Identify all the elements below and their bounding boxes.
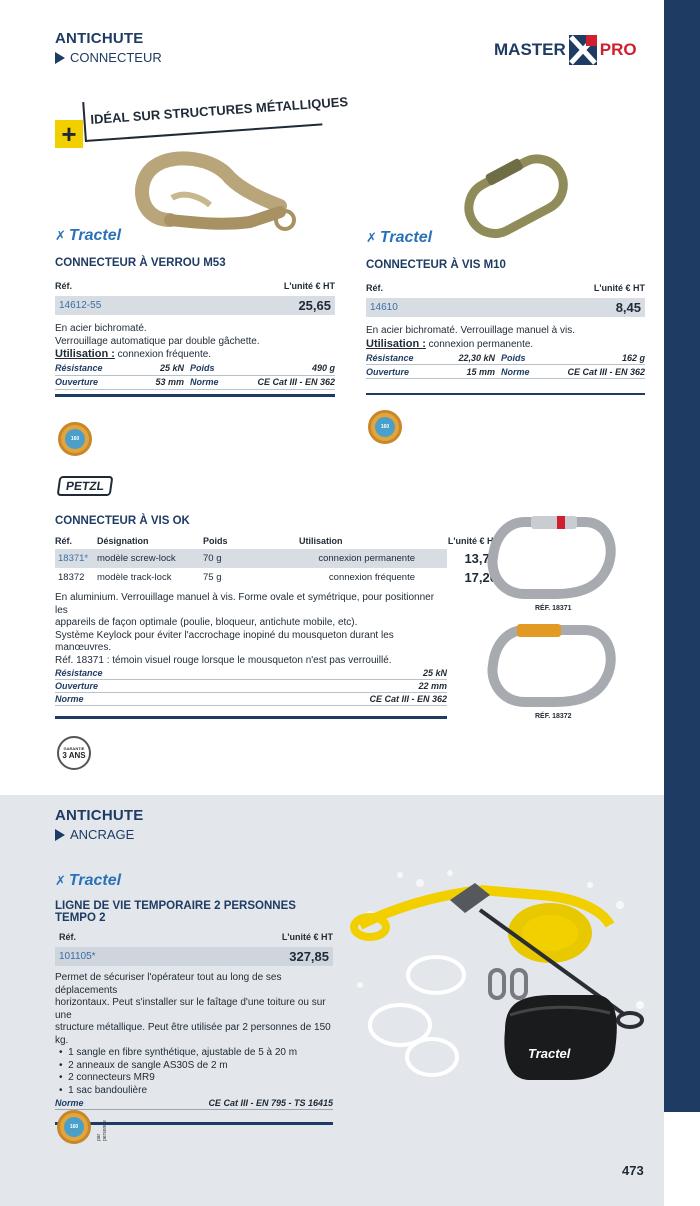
petzl-logo: PETZL: [57, 476, 114, 496]
description: [366, 325, 645, 351]
price-header: [55, 932, 333, 942]
price-row: [366, 298, 645, 317]
separator-bar: [366, 393, 645, 395]
bullet-text: 1 sac bandoulière: [68, 1084, 148, 1096]
triangle-icon: [55, 829, 65, 841]
desc-line: En acier bichromaté.: [55, 323, 147, 334]
price-value: 13,70: [464, 551, 497, 566]
price-row: [55, 296, 335, 315]
product-m53: [55, 227, 335, 397]
desc-line: Permet de sécuriser l'opérateur tout au long de ses déplacements: [55, 972, 282, 996]
col-header: Désignation: [97, 536, 149, 546]
spec-value: CE Cat III - EN 362: [567, 366, 645, 377]
spec-label: Résistance: [55, 363, 103, 373]
col-header: L'unité € HT: [447, 536, 499, 546]
table-row: [55, 549, 497, 568]
ref-header: Réf.: [59, 932, 77, 942]
bullet-text: 2 anneaux de sangle AS30S de 2 m: [68, 1059, 228, 1071]
tractel-logo: [366, 229, 645, 247]
spec-value: 15 mm: [466, 366, 495, 377]
subcategory: [55, 827, 143, 842]
product-tempo2: [55, 872, 333, 1125]
utilisation: connexion permanente: [318, 553, 415, 564]
spec-value: CE Cat III - EN 362: [369, 694, 447, 704]
spec-label: Norme: [55, 694, 84, 704]
tractel-brand-text: Tractel: [379, 229, 433, 246]
carabiner-18371-image: [485, 512, 625, 602]
page-number: 473: [622, 1163, 644, 1178]
bullet-item: • 2 anneaux de sangle AS30S de 2 m: [59, 1059, 228, 1071]
category-title: ANTICHUTE: [55, 30, 144, 47]
ref-code: 101105*: [59, 951, 96, 962]
spec-label: Poids: [190, 363, 215, 373]
banner-text: IDÉAL SUR STRUCTURES MÉTALLIQUES: [89, 94, 349, 127]
subcategory-label: CONNECTEUR: [70, 50, 162, 65]
desc-line: Réf. 18371 : témoin visuel rouge lorsque le mousqueton n'est pas verrouillé.: [55, 654, 392, 666]
spec-row: [55, 693, 447, 706]
section-heading: [55, 807, 143, 842]
description: [55, 323, 335, 362]
lifeline-kit-image: [340, 855, 660, 1105]
use-text: connexion permanente.: [425, 338, 534, 350]
tractel-brand-text: Tractel: [68, 227, 122, 244]
bullet-text: 2 connecteurs MR9: [68, 1072, 155, 1083]
logo-pro: PRO: [599, 40, 637, 59]
spec-value: 22,30 kN: [458, 352, 495, 363]
price-value: 8,45: [615, 300, 641, 315]
spec-value: 53 mm: [155, 377, 184, 387]
spec-label: Poids: [501, 352, 526, 363]
warranty-badge: [57, 736, 91, 770]
section-heading: [55, 30, 162, 65]
price-header-label: L'unité € HT: [283, 281, 335, 291]
spec-label: Norme: [190, 377, 219, 387]
ref-code: 14610: [370, 302, 398, 313]
table-header: [55, 533, 499, 549]
description: [55, 592, 447, 667]
feature-banner: [55, 94, 349, 158]
plus-icon: +: [55, 120, 83, 148]
spec-value: CE Cat III - EN 362: [257, 377, 335, 387]
bullet-item: • 2 connecteurs MR9: [59, 1072, 155, 1083]
desc-line: appareils de façon optimale (poulie, bloqueur, antichute mobile, etc).: [55, 617, 358, 628]
spec-label: Ouverture: [55, 377, 99, 387]
spec-value: 162 g: [621, 352, 645, 363]
tractel-logo: [55, 872, 333, 890]
use-text: connexion fréquente.: [114, 349, 212, 360]
subcategory-label: ANCRAGE: [70, 827, 135, 842]
spec-value: 22 mm: [418, 681, 447, 691]
product-title: LIGNE DE VIE TEMPORAIRE 2 PERSONNES TEMPO 2: [55, 900, 296, 924]
bullet-item: • 1 sangle en fibre synthétique, ajustable de 5 à 20 m: [59, 1047, 298, 1058]
spec-row: [55, 376, 335, 390]
price-header: [366, 283, 645, 293]
category-title: ANTICHUTE: [55, 807, 144, 824]
desc-line: horizontaux. Peut s'installer sur le faîtage d'une toiture ou sur une: [55, 997, 326, 1021]
spec-value: CE Cat III - EN 795 - TS 16415: [208, 1098, 333, 1108]
spec-row: [366, 351, 645, 365]
price-value: 327,85: [289, 949, 329, 964]
designation: modèle screw-lock: [97, 553, 176, 564]
tractel-mark-icon: ✗: [55, 873, 66, 888]
warranty-main: 3 ANS: [62, 751, 86, 760]
spec-label: Ouverture: [366, 366, 410, 377]
use-label: Utilisation :: [55, 348, 115, 360]
spec-row: [55, 1097, 333, 1110]
image-caption: RÉF. 18371: [535, 605, 572, 612]
price-header: [55, 281, 335, 291]
spec-label: Norme: [55, 1098, 84, 1108]
bullet-item: • 1 sac bandoulière: [59, 1084, 148, 1096]
ref-code: 18372: [58, 572, 85, 583]
product-m10: [366, 229, 645, 395]
designation: modèle track-lock: [97, 572, 172, 583]
spec-row: [55, 667, 447, 680]
spec-value: 25 kN: [159, 363, 184, 373]
poids: 75 g: [203, 572, 222, 583]
tractel-logo: [55, 227, 335, 245]
spec-row: [366, 365, 645, 379]
logo-cross-icon: [569, 35, 597, 65]
spec-label: Résistance: [366, 352, 414, 363]
carabiner-18372-image: [485, 620, 625, 710]
price-header-label: L'unité € HT: [281, 932, 333, 942]
bullet-text: 1 sangle en fibre synthétique, ajustable de 5 à 20 m: [68, 1047, 298, 1058]
separator-bar: [55, 716, 447, 719]
logo-master: MASTER: [494, 40, 566, 59]
side-color-strip: [664, 0, 700, 1112]
spec-label: Norme: [501, 366, 530, 377]
product-ok: [55, 515, 499, 719]
image-caption: RÉF. 18372: [535, 713, 572, 720]
spec-value: 25 kN: [422, 668, 447, 678]
masterpro-logo: [494, 35, 637, 65]
ref-code: 18371*: [58, 553, 89, 564]
spec-row: [55, 680, 447, 693]
spec-label: Ouverture: [55, 681, 99, 691]
badge-icon: 160: [368, 410, 402, 444]
poids: 70 g: [203, 553, 222, 564]
col-header: Poids: [203, 536, 228, 546]
desc-line: En aluminium. Verrouillage manuel à vis. Forme ovale et symétrique, pour positionner les: [55, 592, 435, 616]
spec-value: 490 g: [311, 363, 335, 373]
desc-line: structure métallique. Peut être utilisée par 2 personnes de 150 kg.: [55, 1022, 331, 1046]
col-header: Réf.: [55, 536, 73, 546]
description: [55, 972, 333, 1097]
desc-line: En acier bichromaté. Verrouillage manuel à vis.: [366, 325, 575, 336]
bag-brand-text: Tractel: [528, 1046, 571, 1061]
price-header-label: L'unité € HT: [593, 283, 645, 293]
product-title: CONNECTEUR À VERROU M53: [55, 257, 226, 269]
warranty-top: GARANTIE: [63, 746, 85, 751]
tractel-mark-icon: ✗: [55, 228, 66, 243]
price-row: [55, 947, 333, 966]
badge-icon: 160: [58, 422, 92, 456]
spec-label: Résistance: [55, 668, 103, 678]
subcategory: [55, 50, 162, 65]
utilisation: connexion fréquente: [328, 572, 415, 583]
triangle-icon: [55, 52, 65, 64]
product-title: CONNECTEUR À VIS M10: [366, 259, 506, 271]
price-value: 17,20: [464, 570, 497, 585]
tractel-brand-text: Tractel: [68, 872, 122, 889]
col-header: Utilisation: [299, 536, 343, 546]
table-row: [55, 568, 497, 587]
desc-line: Système Keylock pour éviter l'accrochage inopiné du mousqueton durant les manœuvres.: [55, 629, 394, 653]
spec-row: [55, 362, 335, 376]
badge-icon: 160: [57, 1110, 91, 1144]
ref-header: Réf.: [55, 281, 73, 291]
desc-line: Verrouillage automatique par double gâchette.: [55, 335, 260, 347]
badge-note: par personne: [96, 1120, 108, 1141]
price-value: 25,65: [298, 298, 331, 313]
ref-code: 14612-55: [59, 300, 102, 311]
separator-bar: [55, 394, 335, 397]
product-title: CONNECTEUR À VIS OK: [55, 515, 190, 527]
tractel-mark-icon: ✗: [366, 230, 377, 245]
use-label: Utilisation :: [366, 337, 426, 350]
ref-header: Réf.: [366, 283, 384, 293]
